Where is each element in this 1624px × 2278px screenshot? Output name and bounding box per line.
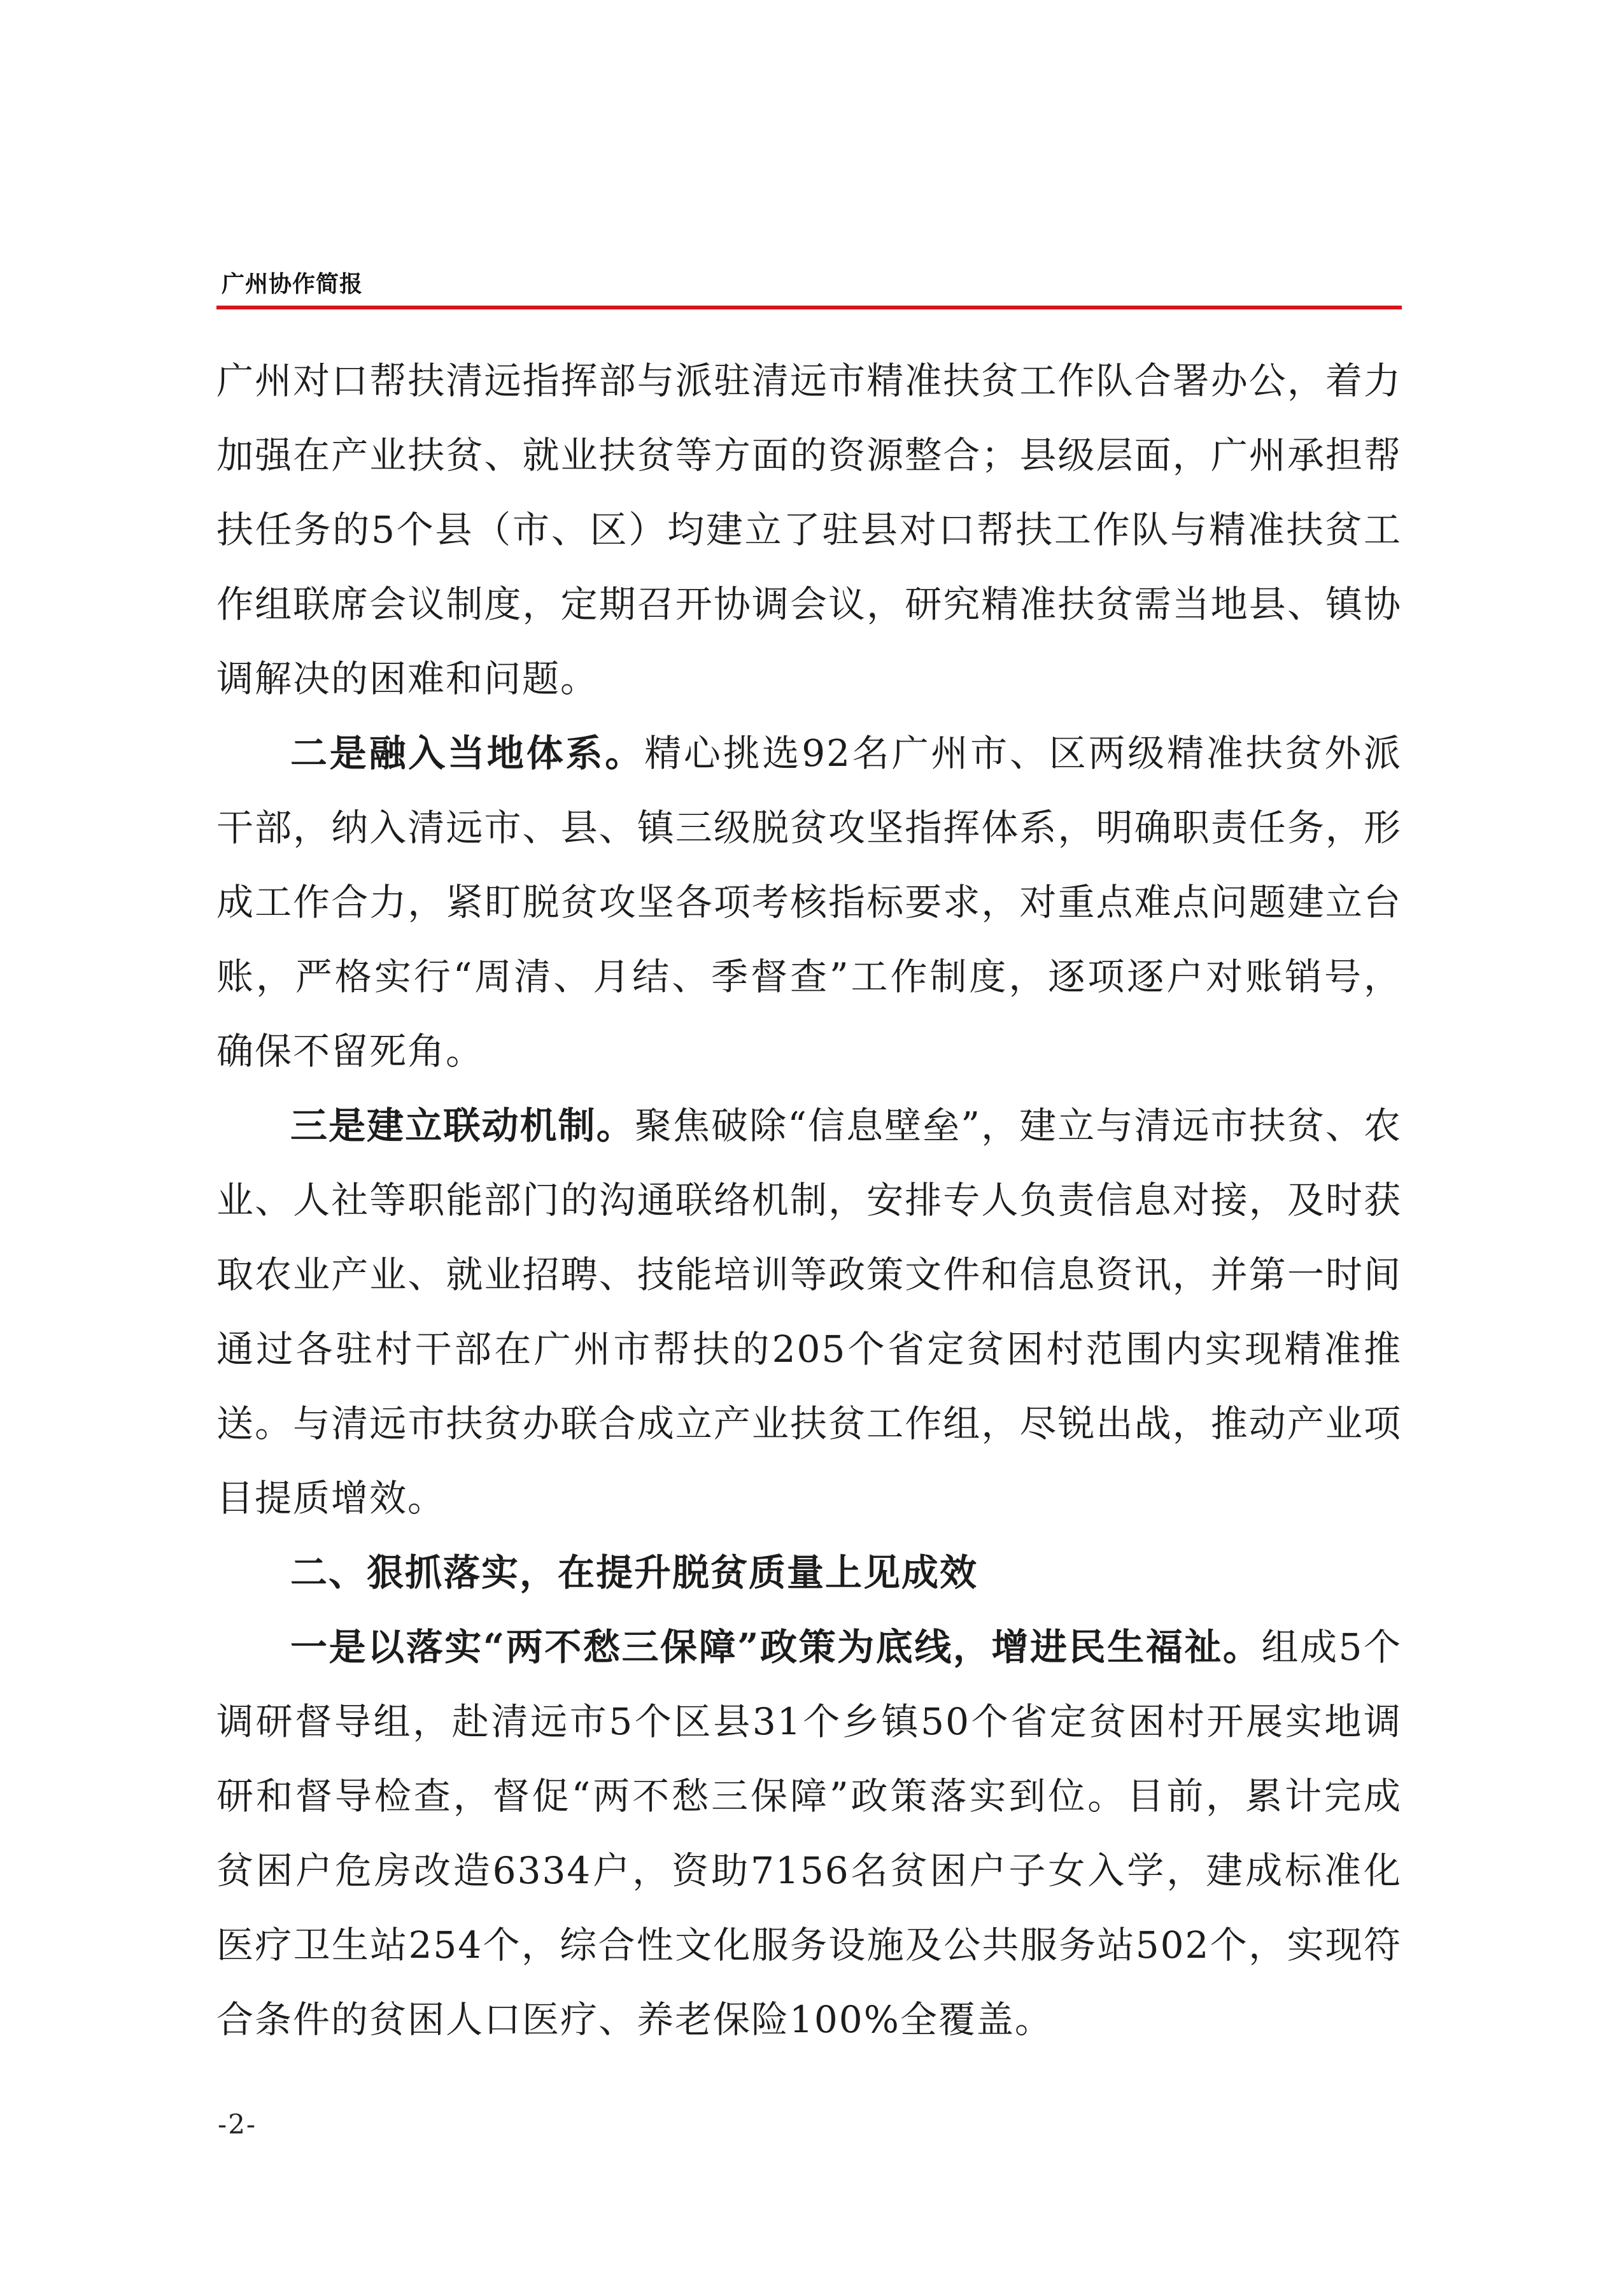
paragraph-linkage-mechanism — [216, 1089, 1402, 1536]
paragraph-text: 广州对口帮扶清远指挥部与派驻清远市精准扶贫工作队合署办公，着力加强在产业扶贫、就业扶贫等方面的资源整合；县级层面，广州承担帮扶任务的5个县（市、区）均建立了驻县对口帮扶工作队与精准扶贫工作组联席会议制度，定期召开协调会议，研究精准扶贫需当地县、镇协调解决的困难和问题。 — [216, 359, 1402, 700]
paragraph-continued — [216, 344, 1402, 716]
paragraph-lead: 二是融入当地体系。 — [290, 732, 645, 775]
page-number: -2- — [218, 2109, 257, 2140]
publication-title: 广州协作简报 — [222, 271, 364, 297]
paragraph-integrate-local-system — [216, 716, 1402, 1089]
article-body — [216, 344, 1402, 2057]
paragraph-text: 精心挑选92名广州市、区两级精准扶贫外派干部，纳入清远市、县、镇三级脱贫攻坚指挥体系，明确职责任务，形成工作合力，紧盯脱贫攻坚各项考核指标要求，对重点难点问题建立台账，严格实行“周清、月结、季督查”工作制度，逐项逐户对账销号，确保不留死角。 — [216, 732, 1402, 1073]
paragraph-text: 聚焦破除“信息壁垒”，建立与清远市扶贫、农业、人社等职能部门的沟通联络机制，安排专人负责信息对接，及时获取农业产业、就业招聘、技能培训等政策文件和信息资讯，并第一时间通过各驻村干部在广州市帮扶的205个省定贫困村范围内实现精准推送。与清远市扶贫办联合成立产业扶贫工作组，尽锐出战，推动产业项目提质增效。 — [216, 1104, 1402, 1520]
paragraph-lead: 三是建立联动机制。 — [290, 1104, 635, 1147]
section-heading: 二、狠抓落实，在提升脱贫质量上见成效 — [290, 1551, 978, 1594]
header-rule — [216, 306, 1402, 309]
paragraph-text: 组成5个调研督导组，赴清远市5个区县31个乡镇50个省定贫困村开展实地调研和督导检查，督促“两不愁三保障”政策落实到位。目前，累计完成贫困户危房改造6334户，资助7156名贫困户子女入学，建成标准化医疗卫生站254个，综合性文化服务设施及公共服务站502个，实现符合条件的贫困人口医疗、养老保险100%全覆盖。 — [216, 1625, 1402, 2041]
paragraph-lead: 一是以落实“两不愁三保障”政策为底线，增进民生福祉。 — [290, 1625, 1262, 1669]
paragraph-livelihood — [216, 1610, 1402, 2057]
